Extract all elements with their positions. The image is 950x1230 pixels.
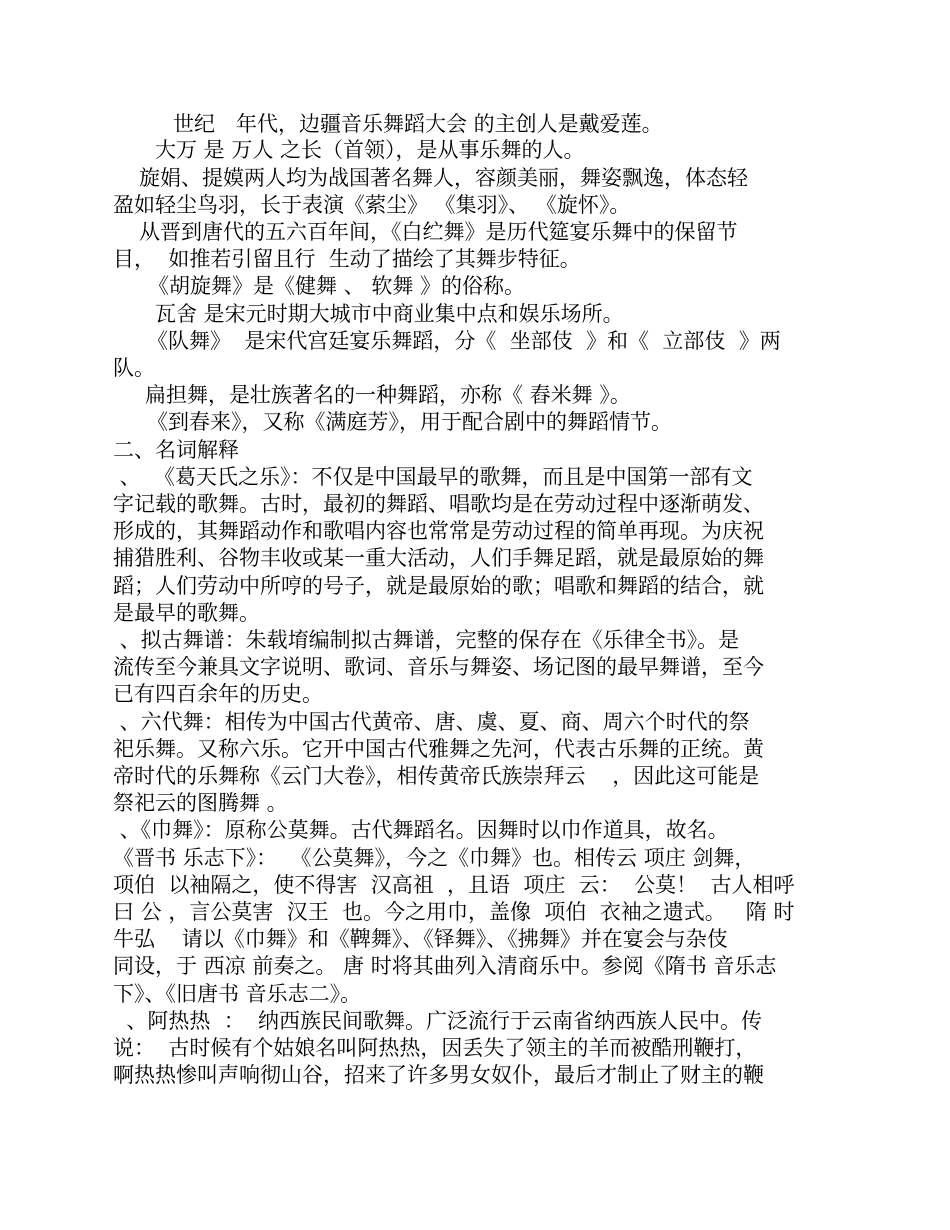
text-line: 字记载的歌舞。古时，最初的舞蹈、唱歌均是在劳动过程中逐渐萌发、 <box>113 492 764 516</box>
text-line: 队。 <box>113 356 155 380</box>
text-line: 帝时代的乐舞称《云门大卷》，相传黄帝氏族崇拜云 ，因此这可能是 <box>113 764 760 788</box>
text-line: 扁担舞，是壮族著名的一种舞蹈，亦称《 舂米舞 》。 <box>145 383 631 407</box>
text-line: 祀乐舞。又称六乐。它开中国古代雅舞之先河，代表古乐舞的正统。黄 <box>113 737 764 761</box>
text-line: 形成的，其舞蹈动作和歌唱内容也常常是劳动过程的简单再现。为庆祝 <box>113 519 764 543</box>
text-line: 已有四百余年的历史。 <box>113 682 323 706</box>
text-line: 从晋到唐代的五六百年间，《白纻舞》是历代筵宴乐舞中的保留节 <box>139 220 738 244</box>
text-line: 《队舞》 是宋代宫廷宴乐舞蹈，分《 坐部伎 》和《 立部伎 》两 <box>147 329 781 353</box>
section-heading: 二、名词解释 <box>113 438 239 462</box>
text-line: 项伯 以袖隔之，使不得害 汉高祖 ，且语 项庄 云： 公莫！ 古人相呼 <box>113 873 795 897</box>
text-line: 目， 如推若引留且行 生动了描绘了其舞步特征。 <box>113 247 581 271</box>
text-line: 牛弘 请以《巾舞》和《鞞舞》、《铎舞》、《拂舞》并在宴会与杂伎 <box>113 927 728 951</box>
text-line: 祭祀云的图腾舞 。 <box>113 791 288 815</box>
text-line: 《到春来》，又称《满庭芳》，用于配合剧中的舞蹈情节。 <box>147 410 672 434</box>
text-line: 啊热热惨叫声响彻山谷，招来了许多男女奴仆，最后才制止了财主的鞭 <box>113 1063 764 1087</box>
text-line: 说： 古时候有个姑娘名叫阿热热，因丢失了领主的羊而被酷刑鞭打， <box>113 1036 757 1060</box>
text-line: 瓦舍 是宋元时期大城市中商业集中点和娱乐场所。 <box>155 302 624 326</box>
text-line: 、六代舞：相传为中国古代黄帝、唐、虞、夏、商、周六个时代的祭 <box>113 710 750 734</box>
text-line: 《胡旋舞》是《健舞 、 软舞 》的俗称。 <box>148 274 526 298</box>
text-line: 盈如轻尘鸟羽，长于表演《萦尘》 《集羽》、 《旋怀》。 <box>113 193 631 217</box>
text-line: 、阿热热 ： 纳西族民间歌舞。广泛流行于云南省纳西族人民中。传 <box>113 1009 763 1033</box>
text-line: 捕猎胜利、谷物丰收或某一重大活动，人们手舞足蹈，就是最原始的舞 <box>113 546 764 570</box>
text-line: 、 《葛天氏之乐》：不仅是中国最早的歌舞，而且是中国第一部有文 <box>113 465 753 489</box>
text-line: 同设，于 西凉 前奏之。 唐 时将其曲列入清商乐中。参阅《隋书 音乐志 <box>113 954 777 978</box>
text-line: 、拟古舞谱：朱载堉编制拟古舞谱，完整的保存在《乐律全书》。是 <box>113 628 740 652</box>
text-line: 、《巾舞》：原称公莫舞。古代舞蹈名。因舞时以巾作道具，故名。 <box>113 818 729 842</box>
text-line: 《晋书 乐志下》： 《公莫舞》，今之《巾舞》也。相传云 项庄 剑舞， <box>113 846 756 870</box>
text-line: 曰 公 ，言公莫害 汉王 也。今之用巾，盖像 项伯 衣袖之遗式。 隋 时 <box>113 900 795 924</box>
text-line: 是最早的歌舞。 <box>113 601 260 625</box>
text-line: 大万 是 万人 之长（首领），是从事乐舞的人。 <box>155 138 585 162</box>
text-line: 旋娟、提嫫两人均为战国著名舞人，容颜美丽，舞姿飘逸，体态轻 <box>139 166 748 190</box>
text-line: 世纪 年代，边疆音乐舞蹈大会 的主创人是戴爱莲。 <box>173 112 663 136</box>
text-line: 流传至今兼具文字说明、歌词、音乐与舞姿、场记图的最早舞谱，至今 <box>113 655 764 679</box>
text-line: 下》、《旧唐书 音乐志二》。 <box>113 982 362 1006</box>
text-line: 蹈；人们劳动中所哼的号子，就是最原始的歌；唱歌和舞蹈的结合，就 <box>113 574 764 598</box>
